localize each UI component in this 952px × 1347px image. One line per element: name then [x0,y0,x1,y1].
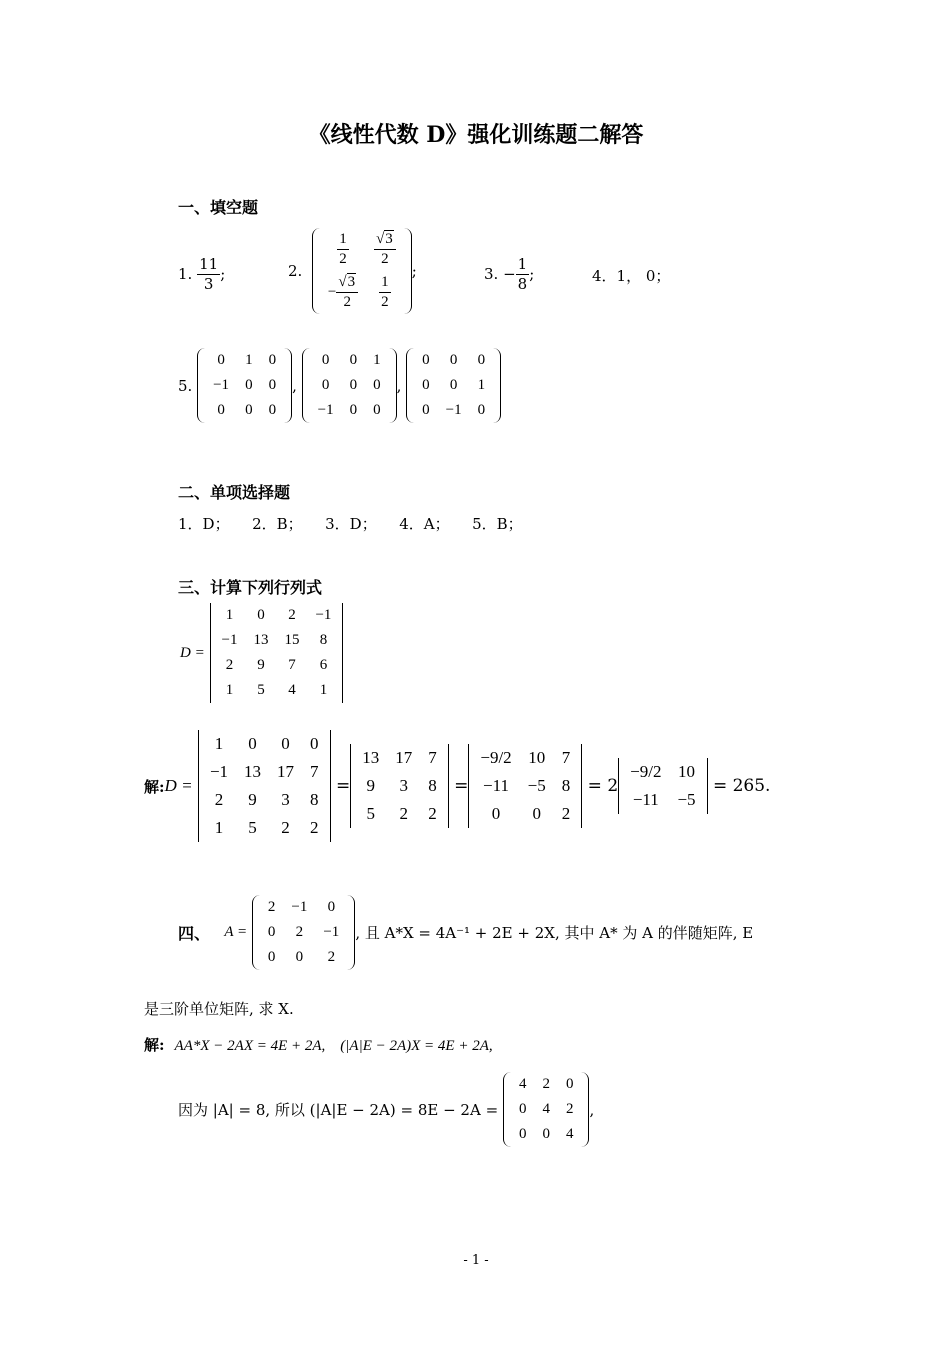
det-D: D = 1 0 2 −1 −1 13 15 8 2 9 7 6 1 5 4 1 [180,603,343,703]
problem-4-sol-2: 因为 |A| = 8, 所以 (|A|E − 2A) = 8E − 2A = 4 2 0 0 4 2 0 0 4 , [178,1072,594,1147]
q3: 3. − $\frac{1}{8}$ ; [484,254,535,293]
section-3-heading: 三、计算下列行列式 [178,578,323,597]
choice-answers: 1．D； 2．B； 3．D； 4．A； 5．B； [178,515,523,533]
section-2-heading: 二、单项选择题 [178,483,291,502]
page-number: - 1 - [463,1253,489,1268]
q2-matrix: $\frac{1}{2}$ $\frac{√3}{2}$ − $\frac{√3}{2}$ $\frac{1}{2}$ [312,228,412,314]
page-title: 《线性代数 D》强化训练题二解答 [308,122,644,148]
q5-matrix-1: 0 1 0 −1 0 0 0 0 0 [197,348,292,423]
q1: 1. $\frac{11}{3}$ ; [178,254,226,293]
section-1-heading: 一、填空题 [178,198,259,217]
det-solution: 解: D = 1 0 0 0 −1 13 17 7 2 9 3 8 1 5 2 2 = 13 17 7 9 3 8 5 2 2 = −9/2 10 7 −11 −5 8 0 0 2 = 2 −9/2 10 −11 −5 = 265. [144,730,770,842]
q2: 2. $\frac{1}{2}$ $\frac{√3}{2}$ − $\frac{√3}{2}$ $\frac{1}{2}$ ; [288,228,417,314]
problem-4-sol-1: 解: AA*X − 2AX = 4E + 2A, (|A|E − 2A)X = 4E + 2A, [144,1036,493,1054]
problem-4: 四、 A = 2 −1 0 0 2 −1 0 0 2 , 且 A*X = 4A⁻¹ + 2E + 2X, 其中 A* 为 A 的伴随矩阵, E [178,895,753,970]
q4: 4．1， 0； [592,267,671,285]
q5-matrix-3: 0 0 0 0 0 1 0 −1 0 [406,348,501,423]
q5-matrix-2: 0 0 1 0 0 0 −1 0 0 [302,348,397,423]
q5: 5. 0 1 0 −1 0 0 0 0 0 , 0 0 1 0 0 0 −1 0 0 , 0 0 0 0 0 1 0 −1 0 [178,348,501,423]
problem-4-cont: 是三阶单位矩阵, 求 X. [144,1000,294,1018]
